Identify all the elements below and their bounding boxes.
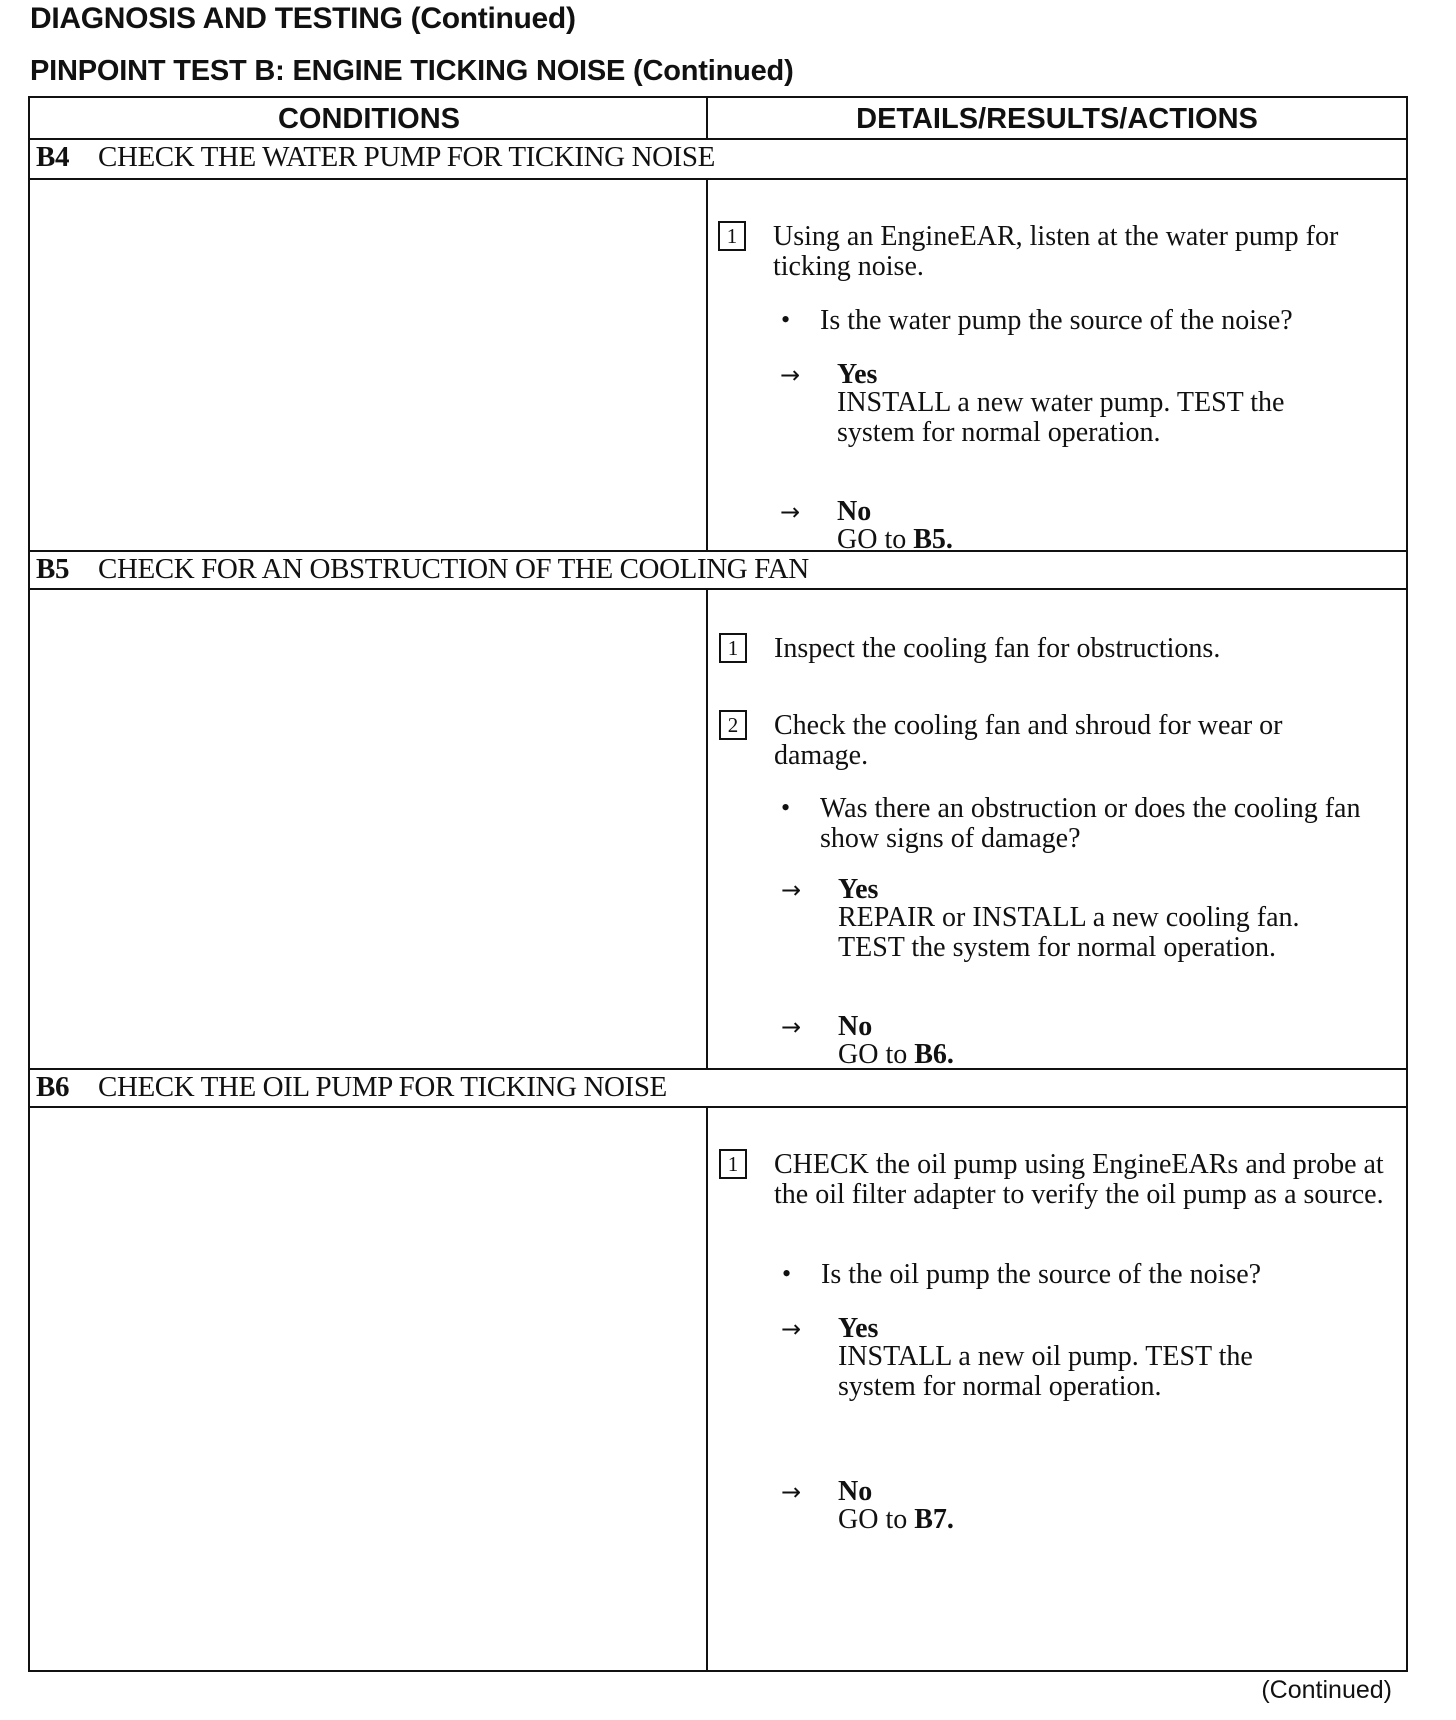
next-step-ref: B7.: [914, 1504, 954, 1535]
no-label: No: [838, 1011, 873, 1042]
column-divider: [706, 590, 708, 1068]
bullet-icon: •: [781, 305, 791, 334]
step-title-text: CHECK FOR AN OBSTRUCTION OF THE COOLING FAN: [98, 553, 809, 585]
yes-action-text: INSTALL a new oil pump. TEST the system for normal operation.: [838, 1341, 1253, 1402]
step-title-text: CHECK THE OIL PUMP FOR TICKING NOISE: [98, 1071, 667, 1103]
step-number-box: 1: [718, 221, 746, 251]
step-title-text: CHECK THE WATER PUMP FOR TICKING NOISE: [98, 141, 715, 173]
no-label: No: [838, 1476, 873, 1507]
step-id: B5: [36, 553, 70, 585]
column-divider: [706, 1108, 708, 1672]
bullet-icon: •: [782, 1259, 792, 1288]
step-id: B4: [36, 141, 70, 173]
instruction-text: Check the cooling fan and shroud for wear or damage.: [774, 710, 1283, 771]
question-text: Is the water pump the source of the noise?: [820, 305, 1293, 336]
row-divider: [30, 588, 1406, 590]
step-title-b6: [36, 1071, 667, 1104]
column-header-conditions: CONDITIONS: [30, 98, 708, 140]
step-number-box: 1: [719, 633, 747, 663]
arrow-right-icon: →: [780, 361, 801, 389]
row-divider: [30, 550, 1406, 552]
column-divider: [706, 98, 708, 140]
bullet-icon: •: [781, 793, 791, 822]
yes-label: Yes: [838, 1313, 879, 1344]
column-header-details: DETAILS/RESULTS/ACTIONS: [708, 98, 1406, 140]
yes-action-text: REPAIR or INSTALL a new cooling fan. TEST the system for normal operation.: [838, 902, 1300, 963]
no-action-text: [838, 1505, 954, 1535]
row-divider: [30, 1068, 1406, 1070]
next-step-ref: B5.: [913, 524, 953, 555]
step-id: B6: [36, 1071, 70, 1103]
yes-label: Yes: [838, 874, 879, 905]
question-text: Was there an obstruction or does the cooling fan show signs of damage?: [820, 793, 1361, 854]
step-number-box: 1: [719, 1149, 747, 1179]
yes-label: Yes: [837, 359, 878, 390]
instruction-text: Using an EngineEAR, listen at the water pump for ticking noise.: [773, 221, 1339, 282]
column-divider: [706, 180, 708, 550]
row-divider: [30, 1106, 1406, 1108]
step-title-b4: [36, 141, 715, 174]
no-action-go-to: GO to: [838, 1504, 908, 1535]
row-divider: [30, 178, 1406, 180]
step-number-box: 2: [719, 710, 747, 740]
instruction-text: CHECK the oil pump using EngineEARs and probe at the oil filter adapter to verify the oil pump as a source.: [774, 1149, 1384, 1210]
continued-label: (Continued): [1261, 1676, 1392, 1704]
yes-action-text: INSTALL a new water pump. TEST the system for normal operation.: [837, 387, 1285, 448]
page-title: DIAGNOSIS AND TESTING (Continued): [30, 2, 576, 35]
arrow-right-icon: →: [781, 876, 802, 904]
step-title-b5: [36, 553, 809, 586]
no-action-text: [838, 1040, 954, 1070]
arrow-right-icon: →: [781, 1315, 802, 1343]
arrow-right-icon: →: [781, 1478, 802, 1506]
arrow-right-icon: →: [780, 498, 801, 526]
question-text: Is the oil pump the source of the noise?: [821, 1259, 1262, 1290]
instruction-text: Inspect the cooling fan for obstructions.: [774, 633, 1221, 664]
no-action-go-to: GO to: [838, 1039, 908, 1070]
no-action-go-to: GO to: [837, 524, 907, 555]
no-label: No: [837, 496, 872, 527]
no-action-text: [837, 525, 953, 555]
test-subtitle: PINPOINT TEST B: ENGINE TICKING NOISE (Continued): [30, 55, 794, 87]
arrow-right-icon: →: [781, 1013, 802, 1041]
next-step-ref: B6.: [914, 1039, 954, 1070]
pinpoint-test-table: [28, 96, 1408, 1672]
